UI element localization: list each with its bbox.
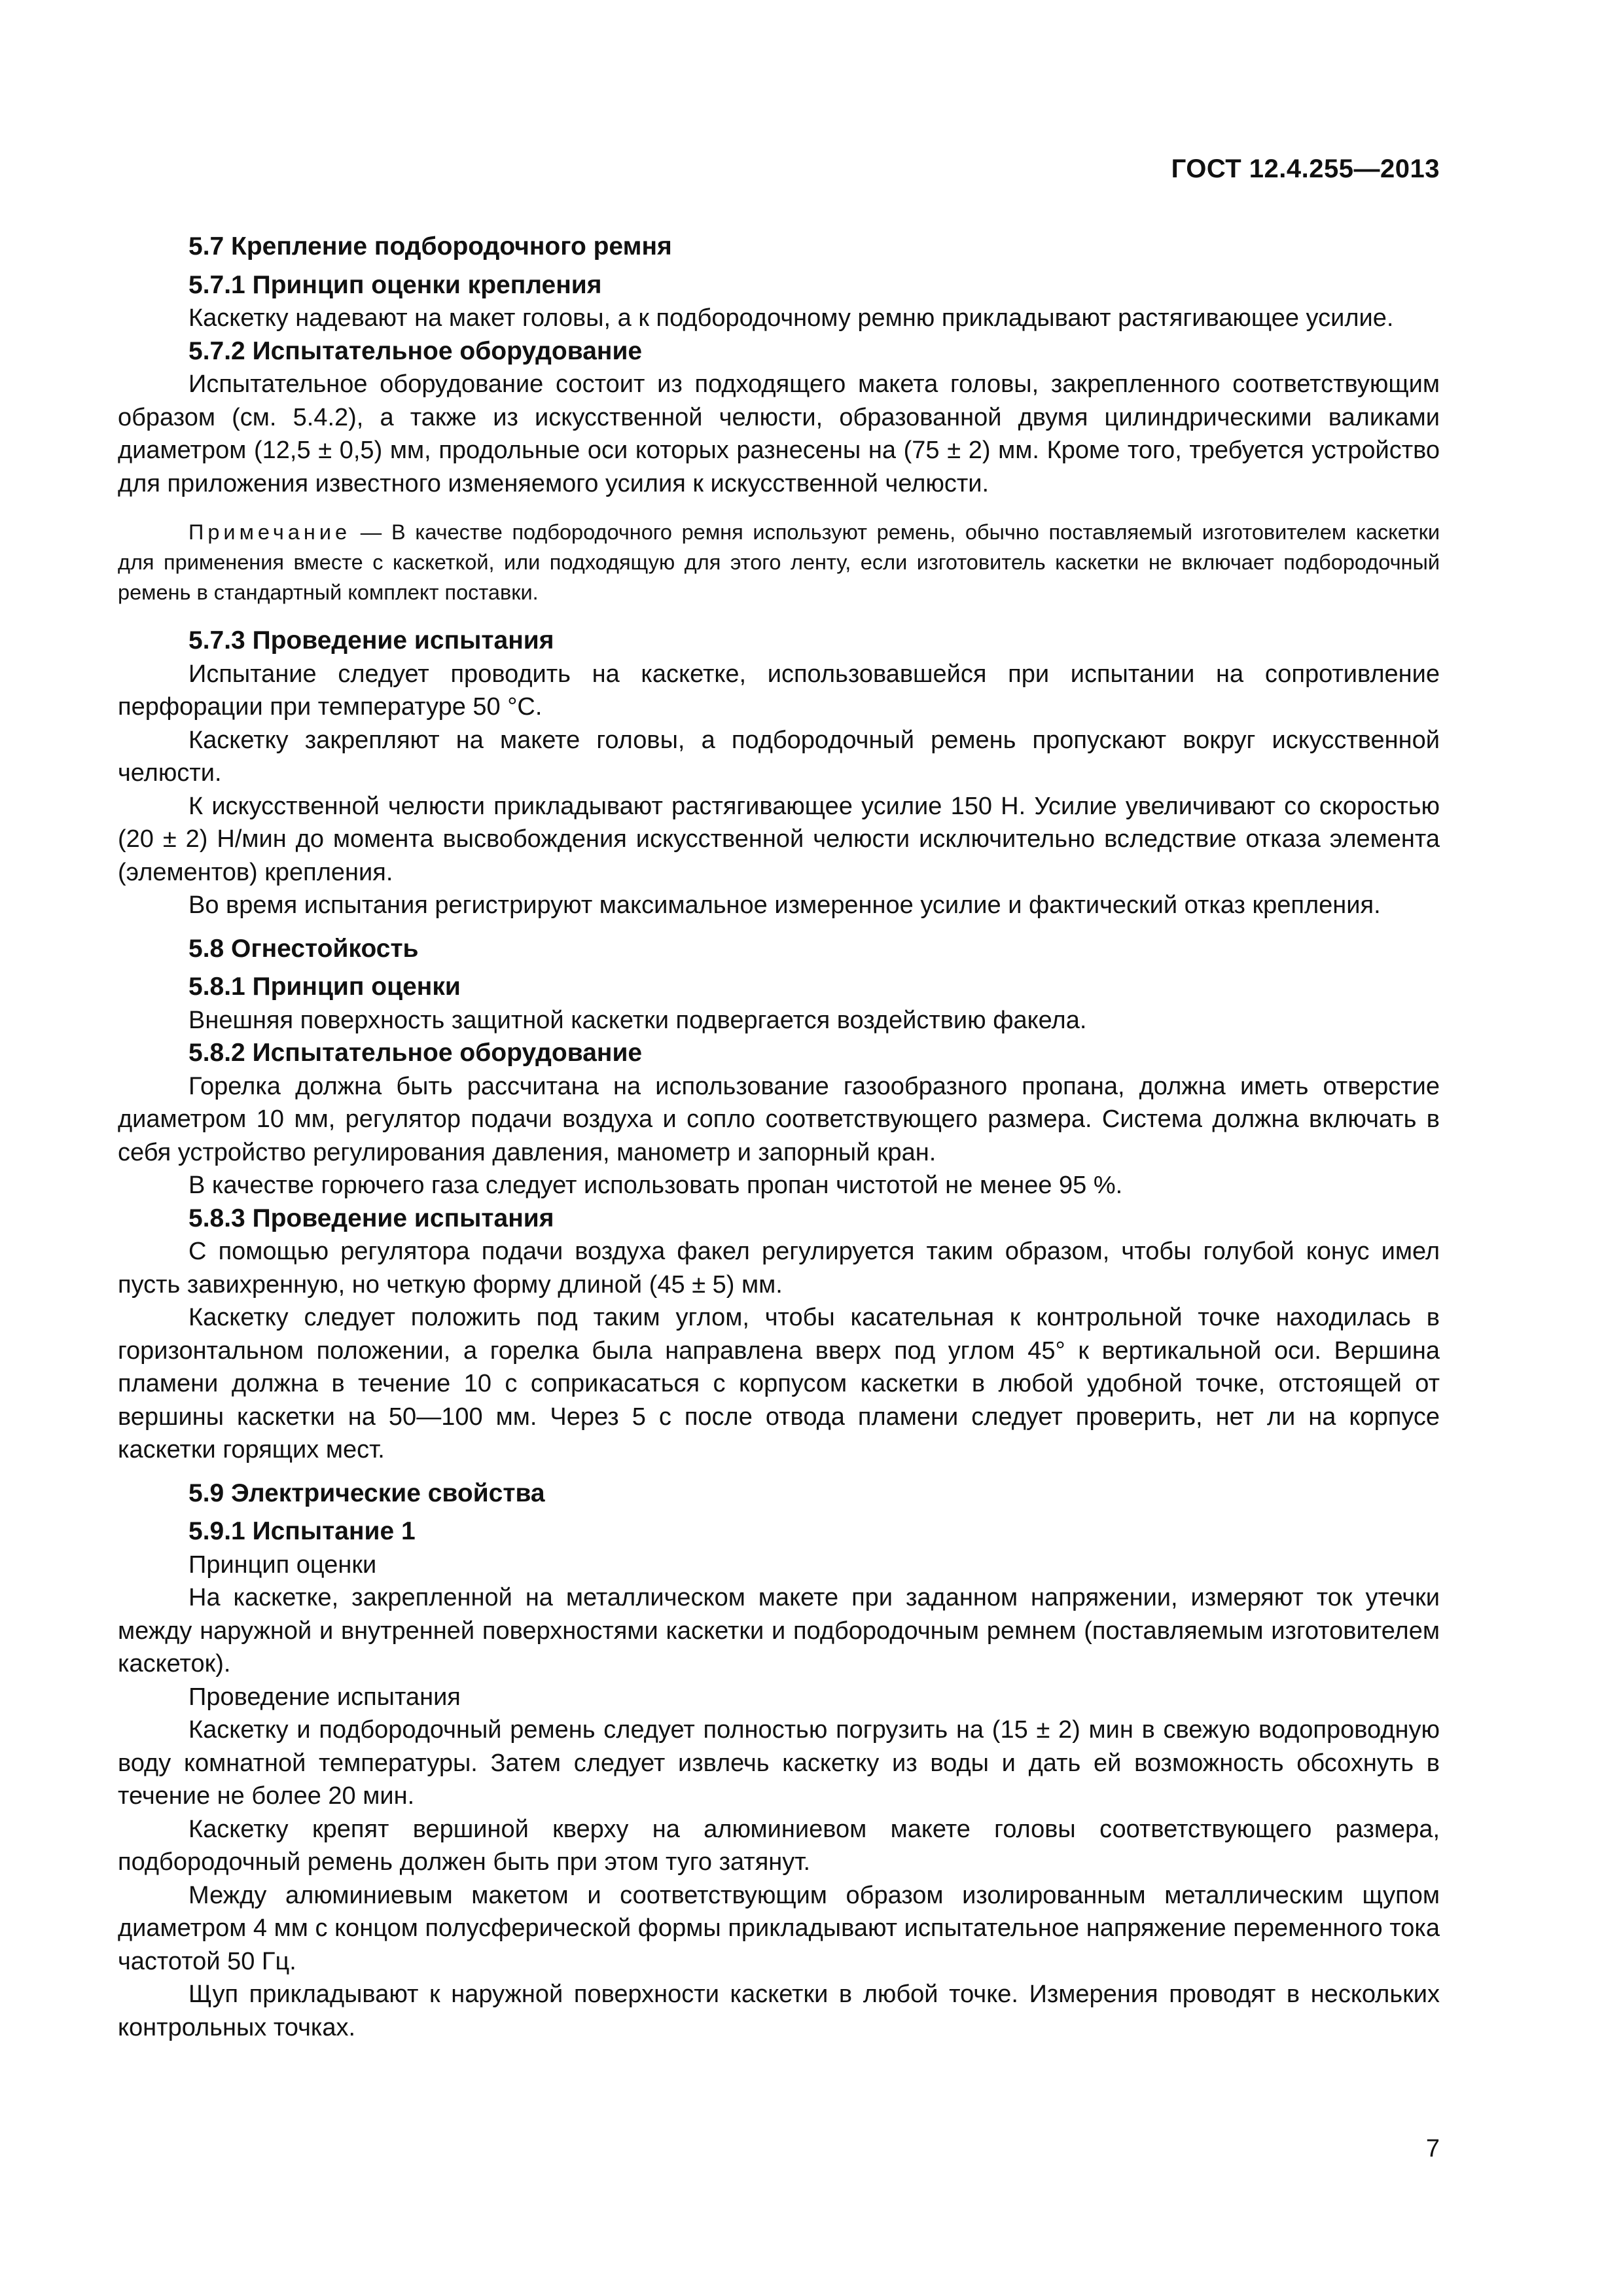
paragraph: Каскетку следует положить под таким углом, чтобы касательная к контрольной точке находилась в горизонтальном положении, а горелка была направлена вверх под углом 45° к вертикальной оси. Вершина пламени должна в течение 10 с соприкасаться с корпусом каскетки в любой удобной точке, отстоящей от вершины каскетки на 50—100 мм. Через 5 с после отвода пламени следует проверить, нет ли на корпусе каскетки горящих мест. (118, 1304, 1440, 1463)
section-5-9-1-title: 5.9.1 Испытание 1 (188, 1517, 416, 1545)
paragraph: Каскетку и подбородочный ремень следует полностью погрузить на (15 ± 2) мин в свежую водопроводную воду комнатной температуры. Затем следует извлечь каскетку из воды и дать ей возможность обсохнуть в течение не более 20 мин. (118, 1716, 1440, 1810)
section-5-8-2-title: 5.8.2 Испытательное оборудование (188, 1039, 643, 1067)
page-number: 7 (1425, 2135, 1440, 2162)
paragraph: Горелка должна быть рассчитана на использование газообразного пропана, должна иметь отверстие диаметром 10 мм, регулятор подачи воздуха и сопло соответствующего размера. Система должна включать в себя устройство регулирования давления, манометр и запорный кран. (118, 1072, 1440, 1166)
paragraph: На каскетке, закрепленной на металлическом макете при заданном напряжении, измеряют ток утечки между наружной и внутренней поверхностями каскетки и подбородочным ремнем (поставляемым изготовителем каскеток). (118, 1584, 1440, 1677)
paragraph: Внешняя поверхность защитной каскетки подвергается воздействию факела. (188, 1006, 1087, 1034)
section-5-8-1-title: 5.8.1 Принцип оценки (188, 973, 461, 1001)
paragraph: К искусственной челюсти прикладывают растягивающее усилие 150 Н. Усилие увеличивают со скоростью (20 ± 2) Н/мин до момента высвобождения искусственной челюсти исключительно вследствие отказа элемента (элементов) крепления. (118, 792, 1440, 886)
subheading-procedure: Проведение испытания (188, 1683, 461, 1711)
section-5-9-title: 5.9 Электрические свойства (188, 1479, 545, 1507)
section-5-7-3-title: 5.7.3 Проведение испытания (188, 626, 554, 655)
document-page (118, 0, 1440, 2296)
note-text: — В качестве подбородочного ремня используют ремень, обычно поставляемый изготовителем каскетки для применения вместе с каскеткой, или подходящую для этого ленту, если изготовитель каскетки не включает подбородочный ремень в стандартный комплект поставки. (118, 520, 1440, 604)
section-5-8-3-title: 5.8.3 Проведение испытания (188, 1204, 554, 1232)
section-5-7-2-title: 5.7.2 Испытательное оборудование (188, 336, 643, 365)
document-header: ГОСТ 12.4.255—2013 (1171, 154, 1440, 183)
section-5-7-1-title: 5.7.1 Принцип оценки крепления (188, 270, 602, 299)
paragraph: В качестве горючего газа следует использовать пропан чистотой не менее 95 %. (188, 1172, 1123, 1199)
note (118, 517, 1440, 607)
section-5-8-title: 5.8 Огнестойкость (188, 934, 419, 963)
paragraph: Испытательное оборудование состоит из подходящего макета головы, закрепленного соответствующим образом (см. 5.4.2), а также из искусственной челюсти, образованной двумя цилиндрическими валиками диаметром (12,5 ± 0,5) мм, продольные оси которых разнесены на (75 ± 2) мм. Кроме того, требуется устройство для приложения известного изменяемого усилия к искусственной челюсти. (118, 370, 1440, 497)
paragraph: Щуп прикладывают к наружной поверхности каскетки в любой точке. Измерения проводят в нескольких контрольных точках. (118, 1981, 1440, 2041)
note-label: Примечание (188, 520, 351, 544)
subheading-principle: Принцип оценки (188, 1551, 377, 1579)
paragraph: Во время испытания регистрируют максимальное измеренное усилие и фактический отказ крепления. (188, 891, 1381, 919)
section-5-7-title: 5.7 Крепление подбородочного ремня (188, 232, 672, 260)
paragraph: Каскетку крепят вершиной кверху на алюминиевом макете головы соответствующего размера, подбородочный ремень должен быть при этом туго затянут. (118, 1815, 1440, 1876)
paragraph: Между алюминиевым макетом и соответствующим образом изолированным металлическим щупом диаметром 4 мм с концом полусферической формы прикладывают испытательное напряжение переменного тока частотой 50 Гц. (118, 1881, 1440, 1975)
paragraph: Каскетку закрепляют на макете головы, а подбородочный ремень пропускают вокруг искусственной челюсти. (118, 726, 1440, 787)
paragraph: Испытание следует проводить на каскетке, использовавшейся при испытании на сопротивление перфорации при температуре 50 °С. (118, 660, 1440, 721)
paragraph: Каскетку надевают на макет головы, а к подбородочному ремню прикладывают растягивающее усилие. (188, 304, 1394, 332)
document-body (118, 230, 1440, 2044)
paragraph: С помощью регулятора подачи воздуха факел регулируется таким образом, чтобы голубой конус имел пусть завихренную, но четкую форму длиной (45 ± 5) мм. (118, 1238, 1440, 1299)
